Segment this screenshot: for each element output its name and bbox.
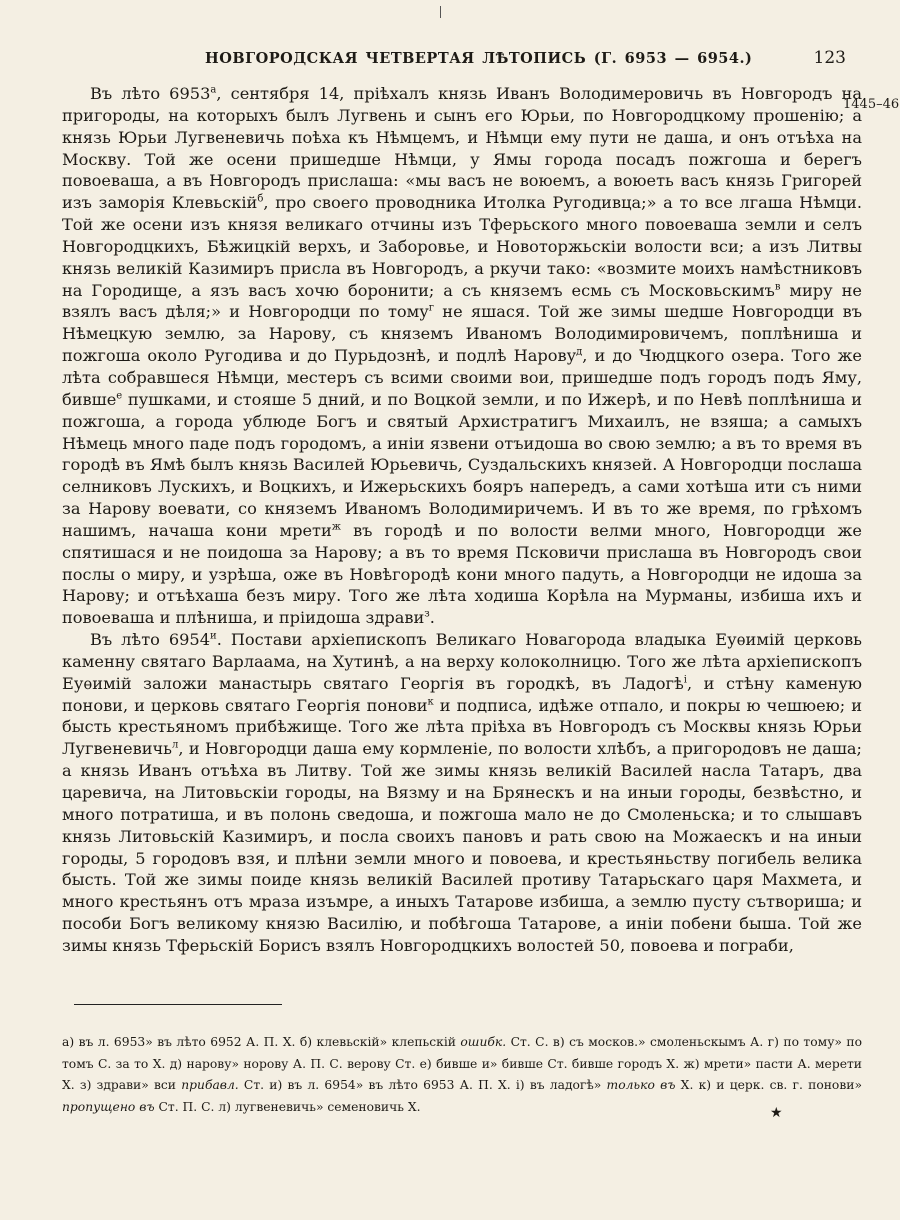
text-run: Ст. П. С. л) лугвеневичь» семеновичь Х.	[154, 1099, 421, 1114]
text-run: , и до Чюдцкого озера. Того же лѣта собравшеся Нѣмци, местеръ съ всими своими вои, пришедше подъ городъ подъ Яму, бивше	[62, 346, 862, 409]
text-run: .	[429, 608, 435, 628]
page-number: 123	[813, 48, 846, 68]
footnote-marker: к	[427, 696, 434, 708]
footnote-marker: з	[424, 608, 430, 620]
text-run: Въ лѣто 6954	[90, 630, 211, 650]
paragraph-year-6953	[62, 83, 862, 629]
text-run: , сентября 14, пріѣхалъ князь Иванъ Володимеровичь въ Новгородъ на пригороды, на которыхъ былъ Лугвень и сынъ его Юрьи, по Новгородцкому прошенію; а князь Юрьи Лугвеневичь поѣха къ Нѣмцемъ, и Нѣмци ему пути не даша, и онъ отъѣха на Москву. Той же осени пришедше Нѣмци, у Ямы города посадъ пожгоша и берегъ повоеваша, а въ Новгородъ прислаша: «мы васъ не воюемъ, а воюеть васъ князь Григорей изъ заморія Клевьскій	[62, 84, 862, 213]
text-run: въ городѣ и по волости велми много, Новгородци же спятишася и не поидоша за Нарову; а въ то время Псковичи прислаша въ Новгородъ свои послы о миру, и узрѣша, оже въ Новѣгородѣ кони много падуть, а Новгородци не идоша за Нарову; и отъѣхаша безъ миру. Того же лѣта ходиша Корѣла на Мурманы, избиша ихъ и повоеваша и плѣниша, и пріидоша здрави	[62, 520, 863, 628]
end-star-mark: ★	[770, 1105, 783, 1121]
text-run: , про своего проводника Итолка Ругодивца;» а то все лгаша Нѣмци. Той же осени изъ князя великаго отчины изъ Тферьского много повоеваша земли и селъ Новгородцкихъ, Бѣжицкій верхъ, и Заборовье, и Новоторжьскіи волости вси; а изъ Литвы князь великій Казимиръ присла въ Новгородъ, а ркучи тако: «возмите моихъ намѣстниковъ на Городище, а язъ васъ хочю боронити; а съ княземъ есмь съ Московьскимъ	[62, 193, 862, 300]
text-run: пушками, и стояше 5 дний, и по Воцкой земли, и по Ижерѣ, и по Невѣ поплѣниша и пожгоша, а города ублюде Богъ и святый Архистратигъ Михаилъ, не взяша; а самыхъ Нѣмець много паде подъ городомъ, а иніи язвени отъидоша во свою землю; а въ то время въ городѣ въ Ямѣ былъ князь Василей Юрьевичь, Суздальскихъ князей. А Новгородци послаша селниковъ Лускихъ, и Воцкихъ, и Ижерьскихъ бояръ напередъ, а сами хотѣша ити съ ними за Нарову воевати, со княземъ Иваномъ Володимиричемъ. И въ то же время, по грѣхомъ нашимъ, начаша кони мрети	[62, 389, 862, 540]
text-run: Ст. и) въ л. 6954» въ лѣто 6953 А. П. Х. і) въ ладогѣ»	[238, 1078, 607, 1092]
text-run: Въ лѣто 6953	[90, 84, 211, 103]
footnotes-text	[62, 1032, 862, 1118]
italic-run: пропущено въ	[62, 1099, 155, 1114]
paragraph-year-6954	[62, 629, 862, 957]
text-run: . Постави архіепископъ Великаго Новагорода владыка Еуѳимій церковь каменну святаго Варлаама, на Хутинѣ, а на верху колоколницю. Того же лѣта архіепископъ Еуѳимій заложи манастырь святаго Георгія въ городкѣ, въ Ладогѣ	[62, 630, 862, 693]
footnote-marker: е	[116, 390, 123, 402]
chronicle-text	[62, 83, 862, 957]
text-run: Х. к) и церк. св. г. понови»	[675, 1078, 862, 1092]
footnote-marker: г	[428, 303, 435, 315]
page-header	[62, 46, 848, 70]
footnote-marker: л	[172, 739, 179, 751]
footnote-marker: а	[210, 84, 217, 96]
text-run: Ст. С. в) съ москов.» смоленьскымъ А. г) по тому» по томъ С. за то Х. д) нарову» норову А. П. С. верову Ст. е) бивше и» бивше Ст. бивше городъ Х. ж) мрети» пасти А. мерети Х. з) здрави» вси	[62, 1035, 862, 1092]
footnotes	[62, 1032, 862, 1118]
running-title: НОВГОРОДСКАЯ ЧЕТВЕРТАЯ ЛѢТОПИСЬ (Г. 6953 — 6954.)	[205, 50, 753, 67]
text-run: , и стѣну каменую понови, и церковь святаго Георгія понови	[62, 673, 862, 715]
text-run: , и Новгородци даша ему кормленіе, по волости хлѣбъ, а пригородовъ не даша; а князь Иванъ отъѣха въ Литву. Той же зимы князь великій Василей насла Татаръ, два царевича, на Литовьскіи городы, на Вязму и на Брянескъ и на иныи городы, безвѣстно, и много потратиша, и въ полонь сведоша, и пожгоша мало не до Смоленьска; и то слышавъ князь Литовьскій Казимиръ, и посла своихъ пановъ и рать свою на Можаескъ и на иныи городы, 5 городовъ взя, и плѣни земли много и повоева, и крестьяньству погибель велика бысть. Той же зимы поиде князь великій Василей противу Татарьскаго царя Махмета, и много крестьянъ отъ мраза изъмре, а иныхъ Татарове избиша, а землю пусту сътвориша; и пособи Богъ великому князю Василію, и побѣгоша Татарове, а иніи побени быша. Той же зимы князь Тферьскій Борисъ взялъ Новгородцкихъ волостей 50, повоева и пограби,	[62, 739, 862, 955]
footnote-marker: д	[576, 346, 583, 358]
text-run: и подписа, идѣже отпало, и покры ю чешюею; и бысть крестьяномъ прибѣжище. Того же лѣта пріѣха въ Новгородъ съ Москвы князь Юрьи Лугвеневичь	[62, 695, 862, 759]
text-run: не яшася. Той же зимы шедше Новгородци въ Нѣмецкую землю, за Нарову, съ княземъ Иваномъ Володимировичемъ, поплѣниша и пожгоша около Ругодива и до Пурьдознѣ, и подлѣ Нарову	[62, 302, 862, 366]
footnote-rule	[74, 1004, 282, 1005]
footnote-marker: и	[210, 630, 217, 642]
italic-run: только въ	[606, 1078, 676, 1092]
top-tick-mark	[440, 6, 441, 18]
text-run: а) въ л. 6953» въ лѣто 6952 А. П. Х. б) клевьскій» клепьскій	[62, 1035, 461, 1049]
italic-run: прибавл.	[181, 1078, 239, 1092]
text-run: миру не взялъ васъ дѣля;» и Новгородци по тому	[62, 280, 862, 322]
italic-run: ошибк.	[460, 1035, 507, 1049]
footnote-marker: і	[683, 674, 687, 686]
footnote-marker: в	[774, 281, 781, 293]
margin-year-note: 1445–46	[843, 97, 900, 112]
footnote-marker: б	[257, 193, 264, 205]
footnote-marker: ж	[331, 521, 341, 533]
